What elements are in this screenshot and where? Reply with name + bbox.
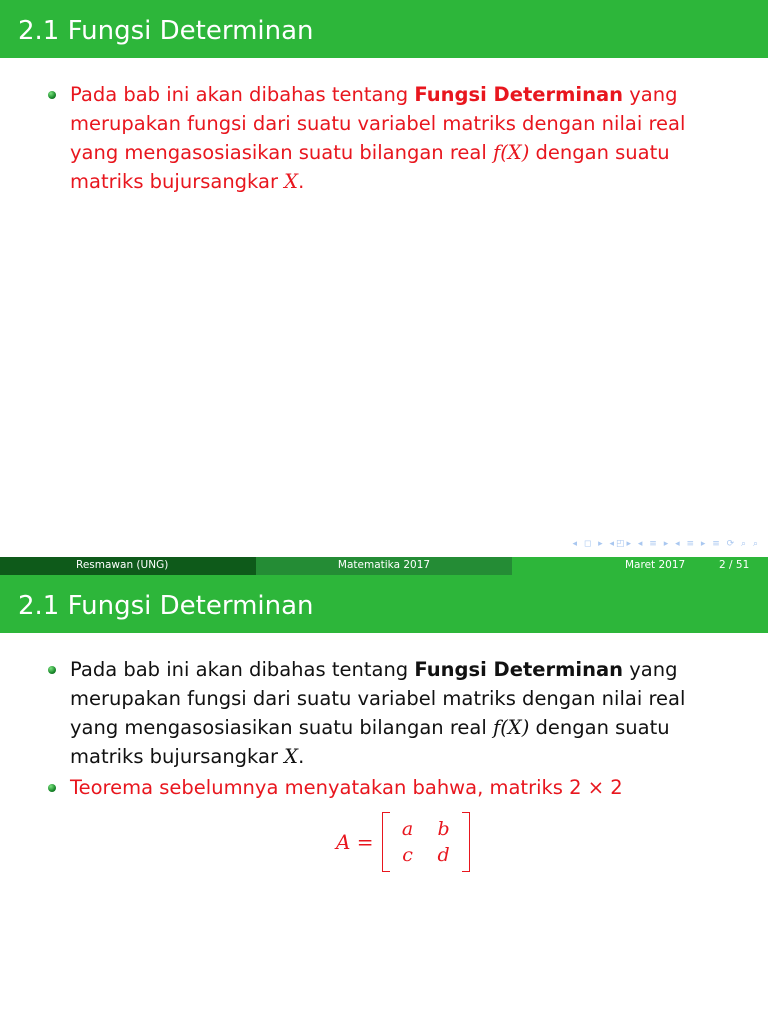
footer-date: Maret 2017 <box>625 559 686 571</box>
footer <box>0 557 768 575</box>
bullet-icon <box>48 91 56 99</box>
item-text: dengan suatu matriks bujursangkar <box>70 716 670 768</box>
bullet-icon <box>48 784 56 792</box>
math-variable: X <box>284 745 299 768</box>
slide-content <box>48 80 738 198</box>
matrix-label: A = <box>336 830 374 854</box>
matrix-entry: a <box>401 818 414 840</box>
left-bracket <box>382 812 390 872</box>
slide-2 <box>0 575 768 1024</box>
slide-title: 2.1 Fungsi Determinan <box>18 591 314 621</box>
matrix-entry: c <box>402 844 413 866</box>
item-text: . <box>298 170 305 193</box>
slide-content <box>48 655 738 882</box>
item-text: dengan suatu matriks bujursangkar <box>70 141 670 193</box>
navigation-symbols[interactable]: ◂ ◻ ▸ ◂◰▸ ◂ ≡ ▸ ◂ ≡ ▸ ≡ ⟳ ⌕ ⌕ <box>572 539 760 549</box>
matrix-entry: d <box>437 844 450 866</box>
footer-center <box>256 557 512 575</box>
item-text: Pada bab ini akan dibahas tentang <box>70 83 415 106</box>
item-text: . <box>298 745 305 768</box>
item-text: yang merupakan fungsi dari suatu variabel matriks dengan nilai real yang mengasosiasikan suatu bilangan real <box>70 658 686 739</box>
footer-right <box>512 557 768 575</box>
item-bold-term: Fungsi Determinan <box>414 83 624 106</box>
footer-author: Resmawan (UNG) <box>76 559 169 571</box>
matrix-equation <box>48 812 738 882</box>
item-text: yang merupakan fungsi dari suatu variabel matriks dengan nilai real yang mengasosiasikan suatu bilangan real <box>70 83 686 164</box>
footer-course: Matematika 2017 <box>337 559 431 571</box>
matrix-entry: b <box>437 818 450 840</box>
item-text: Pada bab ini akan dibahas tentang <box>70 658 415 681</box>
bullet-item <box>48 80 738 196</box>
math-expression: f(X) <box>492 141 530 164</box>
bullet-item <box>48 655 738 771</box>
item-bold-term: Fungsi Determinan <box>414 658 624 681</box>
bullet-item <box>48 773 738 802</box>
item-text: Teorema sebelumnya menyatakan bahwa, matriks 2 × 2 <box>70 776 623 799</box>
matrix-entries <box>390 818 462 866</box>
title-bar <box>0 0 768 58</box>
title-bar <box>0 575 768 633</box>
footer-page-number: 2 / 51 <box>719 559 750 571</box>
slide-title: 2.1 Fungsi Determinan <box>18 16 314 46</box>
bullet-icon <box>48 666 56 674</box>
right-bracket <box>462 812 470 872</box>
footer-left <box>0 557 256 575</box>
matrix <box>336 812 470 872</box>
math-expression: f(X) <box>492 716 530 739</box>
math-variable: X <box>284 170 299 193</box>
